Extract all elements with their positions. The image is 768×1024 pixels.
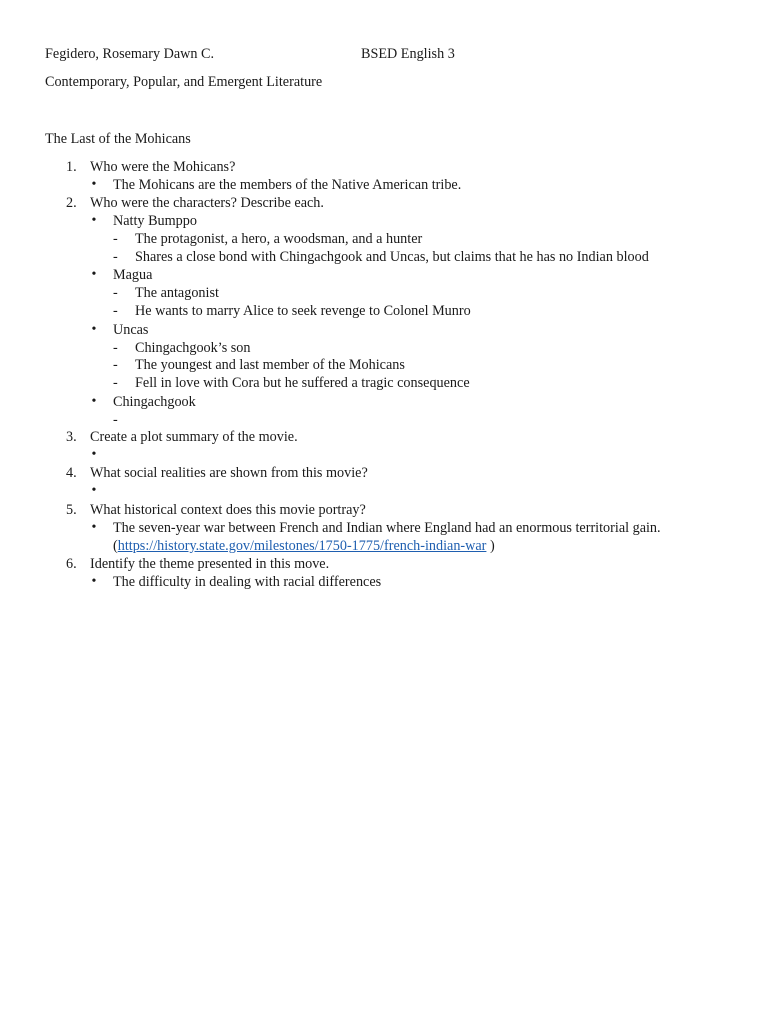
- bullet-icon: •: [91, 394, 97, 409]
- student-name: Fegidero, Rosemary Dawn C.: [45, 46, 215, 62]
- character-detail: Fell in love with Cora but he suffered a tragic consequence: [135, 375, 470, 391]
- bullet-icon: •: [91, 267, 97, 282]
- character-name: Natty Bumppo: [113, 213, 197, 229]
- character-detail: Chingachgook’s son: [135, 340, 251, 356]
- question-number: 2.: [66, 195, 77, 211]
- character-detail: The protagonist, a hero, a woodsman, and a hunter: [135, 231, 423, 247]
- dash-icon: -: [113, 357, 118, 373]
- character-detail: Shares a close bond with Chingachgook and Uncas, but claims that he has no Indian blood: [135, 249, 649, 265]
- bullet-icon: •: [91, 322, 97, 337]
- citation: [113, 537, 495, 555]
- dash-icon: -: [113, 249, 118, 265]
- character-detail: The youngest and last member of the Mohicans: [135, 357, 405, 373]
- question-text: Who were the Mohicans?: [90, 159, 236, 175]
- bullet-icon: •: [91, 574, 97, 589]
- question-text: Identify the theme presented in this move.: [90, 556, 330, 572]
- citation-close-paren: ): [486, 538, 495, 554]
- character-name: Chingachgook: [113, 394, 196, 410]
- dash-icon: -: [113, 285, 118, 301]
- dash-icon: -: [113, 340, 118, 356]
- dash-icon: -: [113, 412, 118, 428]
- citation-link[interactable]: https://history.state.gov/milestones/1750-1775/french-indian-war: [117, 538, 487, 554]
- bullet-icon: •: [91, 447, 97, 462]
- dash-icon: -: [113, 303, 118, 319]
- question-text: What historical context does this movie portray?: [90, 502, 366, 518]
- question-number: 6.: [66, 556, 77, 572]
- bullet-icon: •: [91, 483, 97, 498]
- question-number: 3.: [66, 429, 77, 445]
- bullet-icon: •: [91, 213, 97, 228]
- question-text: What social realities are shown from this movie?: [90, 465, 368, 481]
- dash-icon: -: [113, 375, 118, 391]
- character-name: Magua: [113, 267, 153, 283]
- answer-bullet: The difficulty in dealing with racial differences: [113, 574, 382, 590]
- answer-bullet: The seven-year war between French and Indian where England had an enormous territorial gain.: [113, 520, 661, 536]
- course-title: Contemporary, Popular, and Emergent Literature: [45, 74, 323, 90]
- question-number: 1.: [66, 159, 77, 175]
- document-title: The Last of the Mohicans: [45, 131, 191, 147]
- question-text: Create a plot summary of the movie.: [90, 429, 298, 445]
- bullet-icon: •: [91, 520, 97, 535]
- character-detail: The antagonist: [135, 285, 219, 301]
- question-text: Who were the characters? Describe each.: [90, 195, 324, 211]
- bullet-icon: •: [91, 177, 97, 192]
- citation-open-paren: (: [113, 538, 118, 554]
- answer-bullet: The Mohicans are the members of the Native American tribe.: [113, 177, 462, 193]
- character-name: Uncas: [113, 322, 149, 338]
- character-detail: He wants to marry Alice to seek revenge to Colonel Munro: [135, 303, 471, 319]
- question-number: 5.: [66, 502, 77, 518]
- program-label: BSED English 3: [361, 46, 455, 62]
- dash-icon: -: [113, 231, 118, 247]
- question-number: 4.: [66, 465, 77, 481]
